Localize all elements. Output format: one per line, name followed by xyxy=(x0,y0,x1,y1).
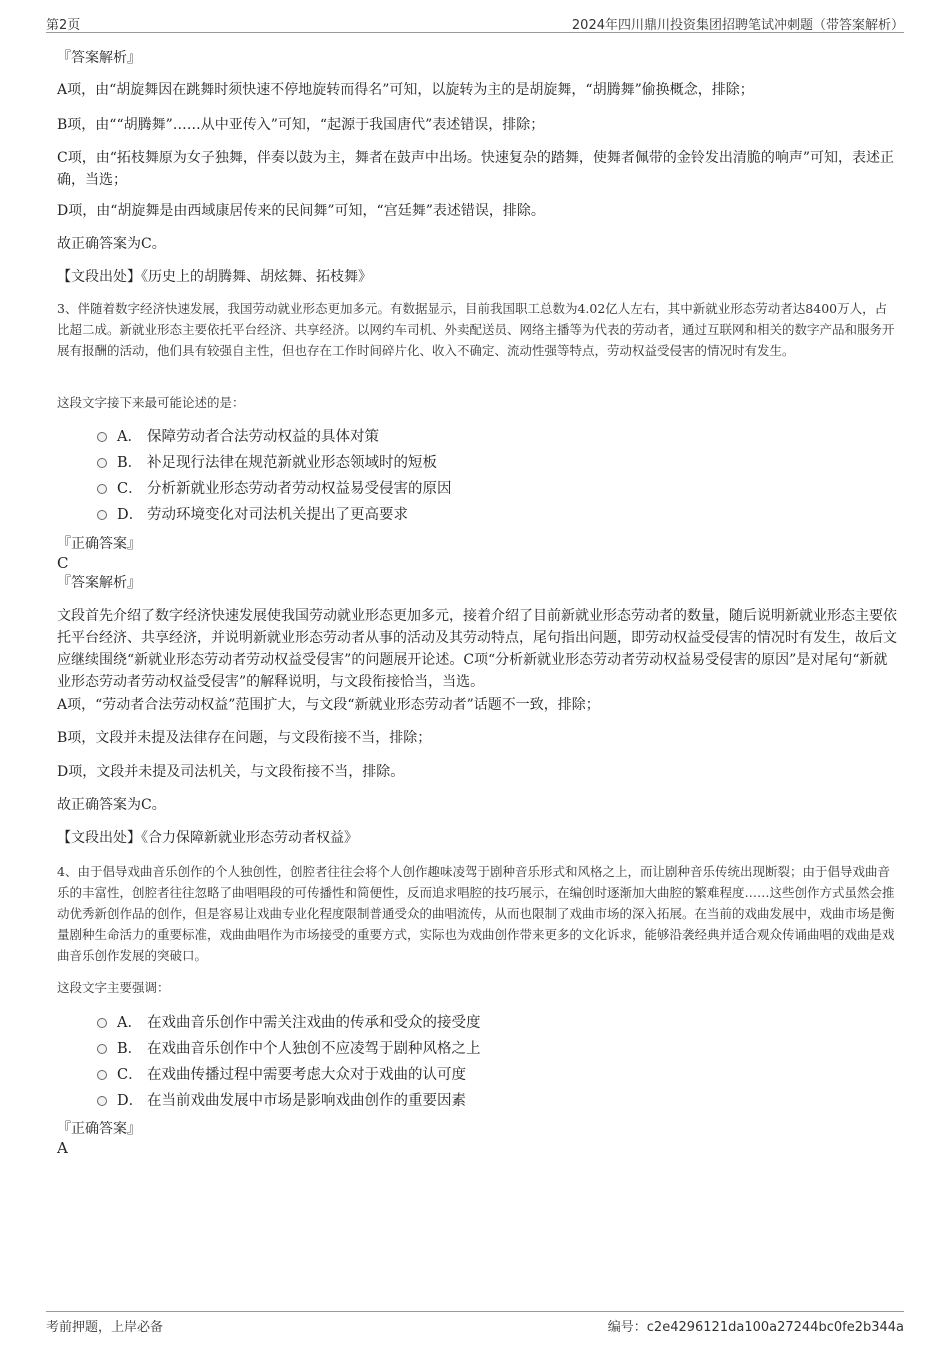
q2-conclusion: 故正确答案为C。 xyxy=(57,236,166,252)
q3-correct-label: 『正确答案』 xyxy=(57,536,141,552)
radio-icon[interactable] xyxy=(97,458,107,468)
q3-prompt: 这段文字接下来最可能论述的是： xyxy=(57,395,245,410)
q3-option-d[interactable]: D． 劳动环境变化对司法机关提出了更高要求 xyxy=(97,504,408,526)
q3-analysis-b: B项，文段并未提及法律存在问题，与文段衔接不当，排除； xyxy=(57,730,432,746)
page-footer xyxy=(46,1311,904,1336)
page-header xyxy=(46,12,904,33)
q3-source: 【文段出处】《合力保障新就业形态劳动者权益》 xyxy=(57,830,358,846)
q4-option-b[interactable]: B． 在戏曲音乐创作中个人独创不应凌驾于剧种风格之上 xyxy=(97,1038,481,1060)
q3-analysis-a: A项，“劳动者合法劳动权益”范围扩大，与文段“新就业形态劳动者”话题不一致，排除； xyxy=(57,697,600,713)
document-id: 编号：c2e4296121da100a27244bc0fe2b344a xyxy=(607,1320,904,1335)
q4-option-a[interactable]: A． 在戏曲音乐创作中需关注戏曲的传承和受众的接受度 xyxy=(97,1012,481,1034)
q4-option-d[interactable]: D． 在当前戏曲发展中市场是影响戏曲创作的重要因素 xyxy=(97,1090,466,1112)
q4-correct-answer: A xyxy=(57,1139,68,1157)
radio-icon[interactable] xyxy=(97,1096,107,1106)
radio-icon[interactable] xyxy=(97,510,107,520)
document-title: 2024年四川鼎川投资集团招聘笔试冲刺题（带答案解析） xyxy=(571,18,904,33)
footer-slogan: 考前押题，上岸必备 xyxy=(46,1320,164,1335)
q4-correct-label: 『正确答案』 xyxy=(57,1121,141,1137)
page-number: 第2页 xyxy=(46,18,81,33)
q3-conclusion: 故正确答案为C。 xyxy=(57,797,166,813)
q2-analysis-a: A项，由“胡旋舞因在跳舞时须快速不停地旋转而得名”可知，以旋转为主的是胡旋舞，“胡腾舞”偷换概念，排除； xyxy=(57,82,754,98)
q2-analysis-d: D项，由“胡旋舞是由西域康居传来的民间舞”可知，“宫廷舞”表述错误，排除。 xyxy=(57,203,545,219)
q3-analysis: 文段首先介绍了数字经济快速发展使我国劳动就业形态更加多元，接着介绍了目前新就业形态劳动者的数量，随后说明新就业形态主要依托平台经济、共享经济，并说明新就业形态劳动者从事的活动及其劳动特点，尾句指出问题，即劳动权益受侵害的情况时有发生，故后文应继续围绕“新就业形态劳动者劳动权益受侵害”的问题展开论述。C项“分析新就业形态劳动者劳动权益易受侵害的原因”是对尾句“新就业形态劳动者劳动权益受侵害”的解释说明，与文段衔接恰当，当选。 xyxy=(57,608,897,690)
q4-stem: 4、由于倡导戏曲音乐创作的个人独创性，创腔者往往会将个人创作趣味凌驾于剧种音乐形式和风格之上，而让剧种音乐传统出现断裂；由于倡导戏曲音乐的丰富性，创腔者往往忽略了曲唱唱段的可传播性和简便性，反而追求唱腔的技巧展示，在编创时逐渐加大曲腔的繁难程度……这些创作方式虽然会推动优秀新创作品的创作，但是容易让戏曲专业化程度限制普通受众的曲唱流传，从而也限制了戏曲市场的深入拓展。在当前的戏曲发展中，戏曲市场是衡量剧种生命活力的重要标准，戏曲曲唱作为市场接受的重要方式，实际也为戏曲创作带来更多的文化诉求，能够沿袭经典并适合观众传诵曲唱的戏曲是戏曲音乐创作发展的突破口。 xyxy=(57,864,895,963)
q3-option-c[interactable]: C． 分析新就业形态劳动者劳动权益易受侵害的原因 xyxy=(97,478,452,500)
radio-icon[interactable] xyxy=(97,432,107,442)
radio-icon[interactable] xyxy=(97,1018,107,1028)
q3-option-b[interactable]: B． 补足现行法律在规范新就业形态领域时的短板 xyxy=(97,452,437,474)
q2-analysis-label: 『答案解析』 xyxy=(57,50,141,66)
q3-option-a[interactable]: A． 保障劳动者合法劳动权益的具体对策 xyxy=(97,426,379,448)
q3-analysis-d: D项，文段并未提及司法机关，与文段衔接不当，排除。 xyxy=(57,764,405,780)
q2-source: 【文段出处】《历史上的胡腾舞、胡炫舞、拓枝舞》 xyxy=(57,269,372,285)
q3-correct-answer: C xyxy=(57,554,69,572)
radio-icon[interactable] xyxy=(97,1044,107,1054)
radio-icon[interactable] xyxy=(97,1070,107,1080)
q3-analysis-label: 『答案解析』 xyxy=(57,575,141,591)
radio-icon[interactable] xyxy=(97,484,107,494)
q4-prompt: 这段文字主要强调： xyxy=(57,980,170,995)
q3-stem: 3、伴随着数字经济快速发展，我国劳动就业形态更加多元。有数据显示，目前我国职工总数为4.02亿人左右，其中新就业形态劳动者达8400万人，占比超二成。新就业形态主要依托平台经济、共享经济。以网约车司机、外卖配送员、网络主播等为代表的劳动者，通过互联网和相关的数字产品和服务开展有报酬的活动，他们具有较强自主性，但也存在工作时间碎片化、收入不确定、流动性强等特点，劳动权益受侵害的情况时有发生。 xyxy=(57,301,895,358)
q4-option-c[interactable]: C． 在戏曲传播过程中需要考虑大众对于戏曲的认可度 xyxy=(97,1064,466,1086)
q2-analysis-c: C项，由“拓枝舞原为女子独舞，伴奏以鼓为主，舞者在鼓声中出场。快速复杂的踏舞，使舞者佩带的金铃发出清脆的响声”可知，表述正确，当选； xyxy=(57,150,895,188)
q2-analysis-b: B项，由““胡腾舞”……从中亚传入”可知，“起源于我国唐代”表述错误，排除； xyxy=(57,117,545,133)
